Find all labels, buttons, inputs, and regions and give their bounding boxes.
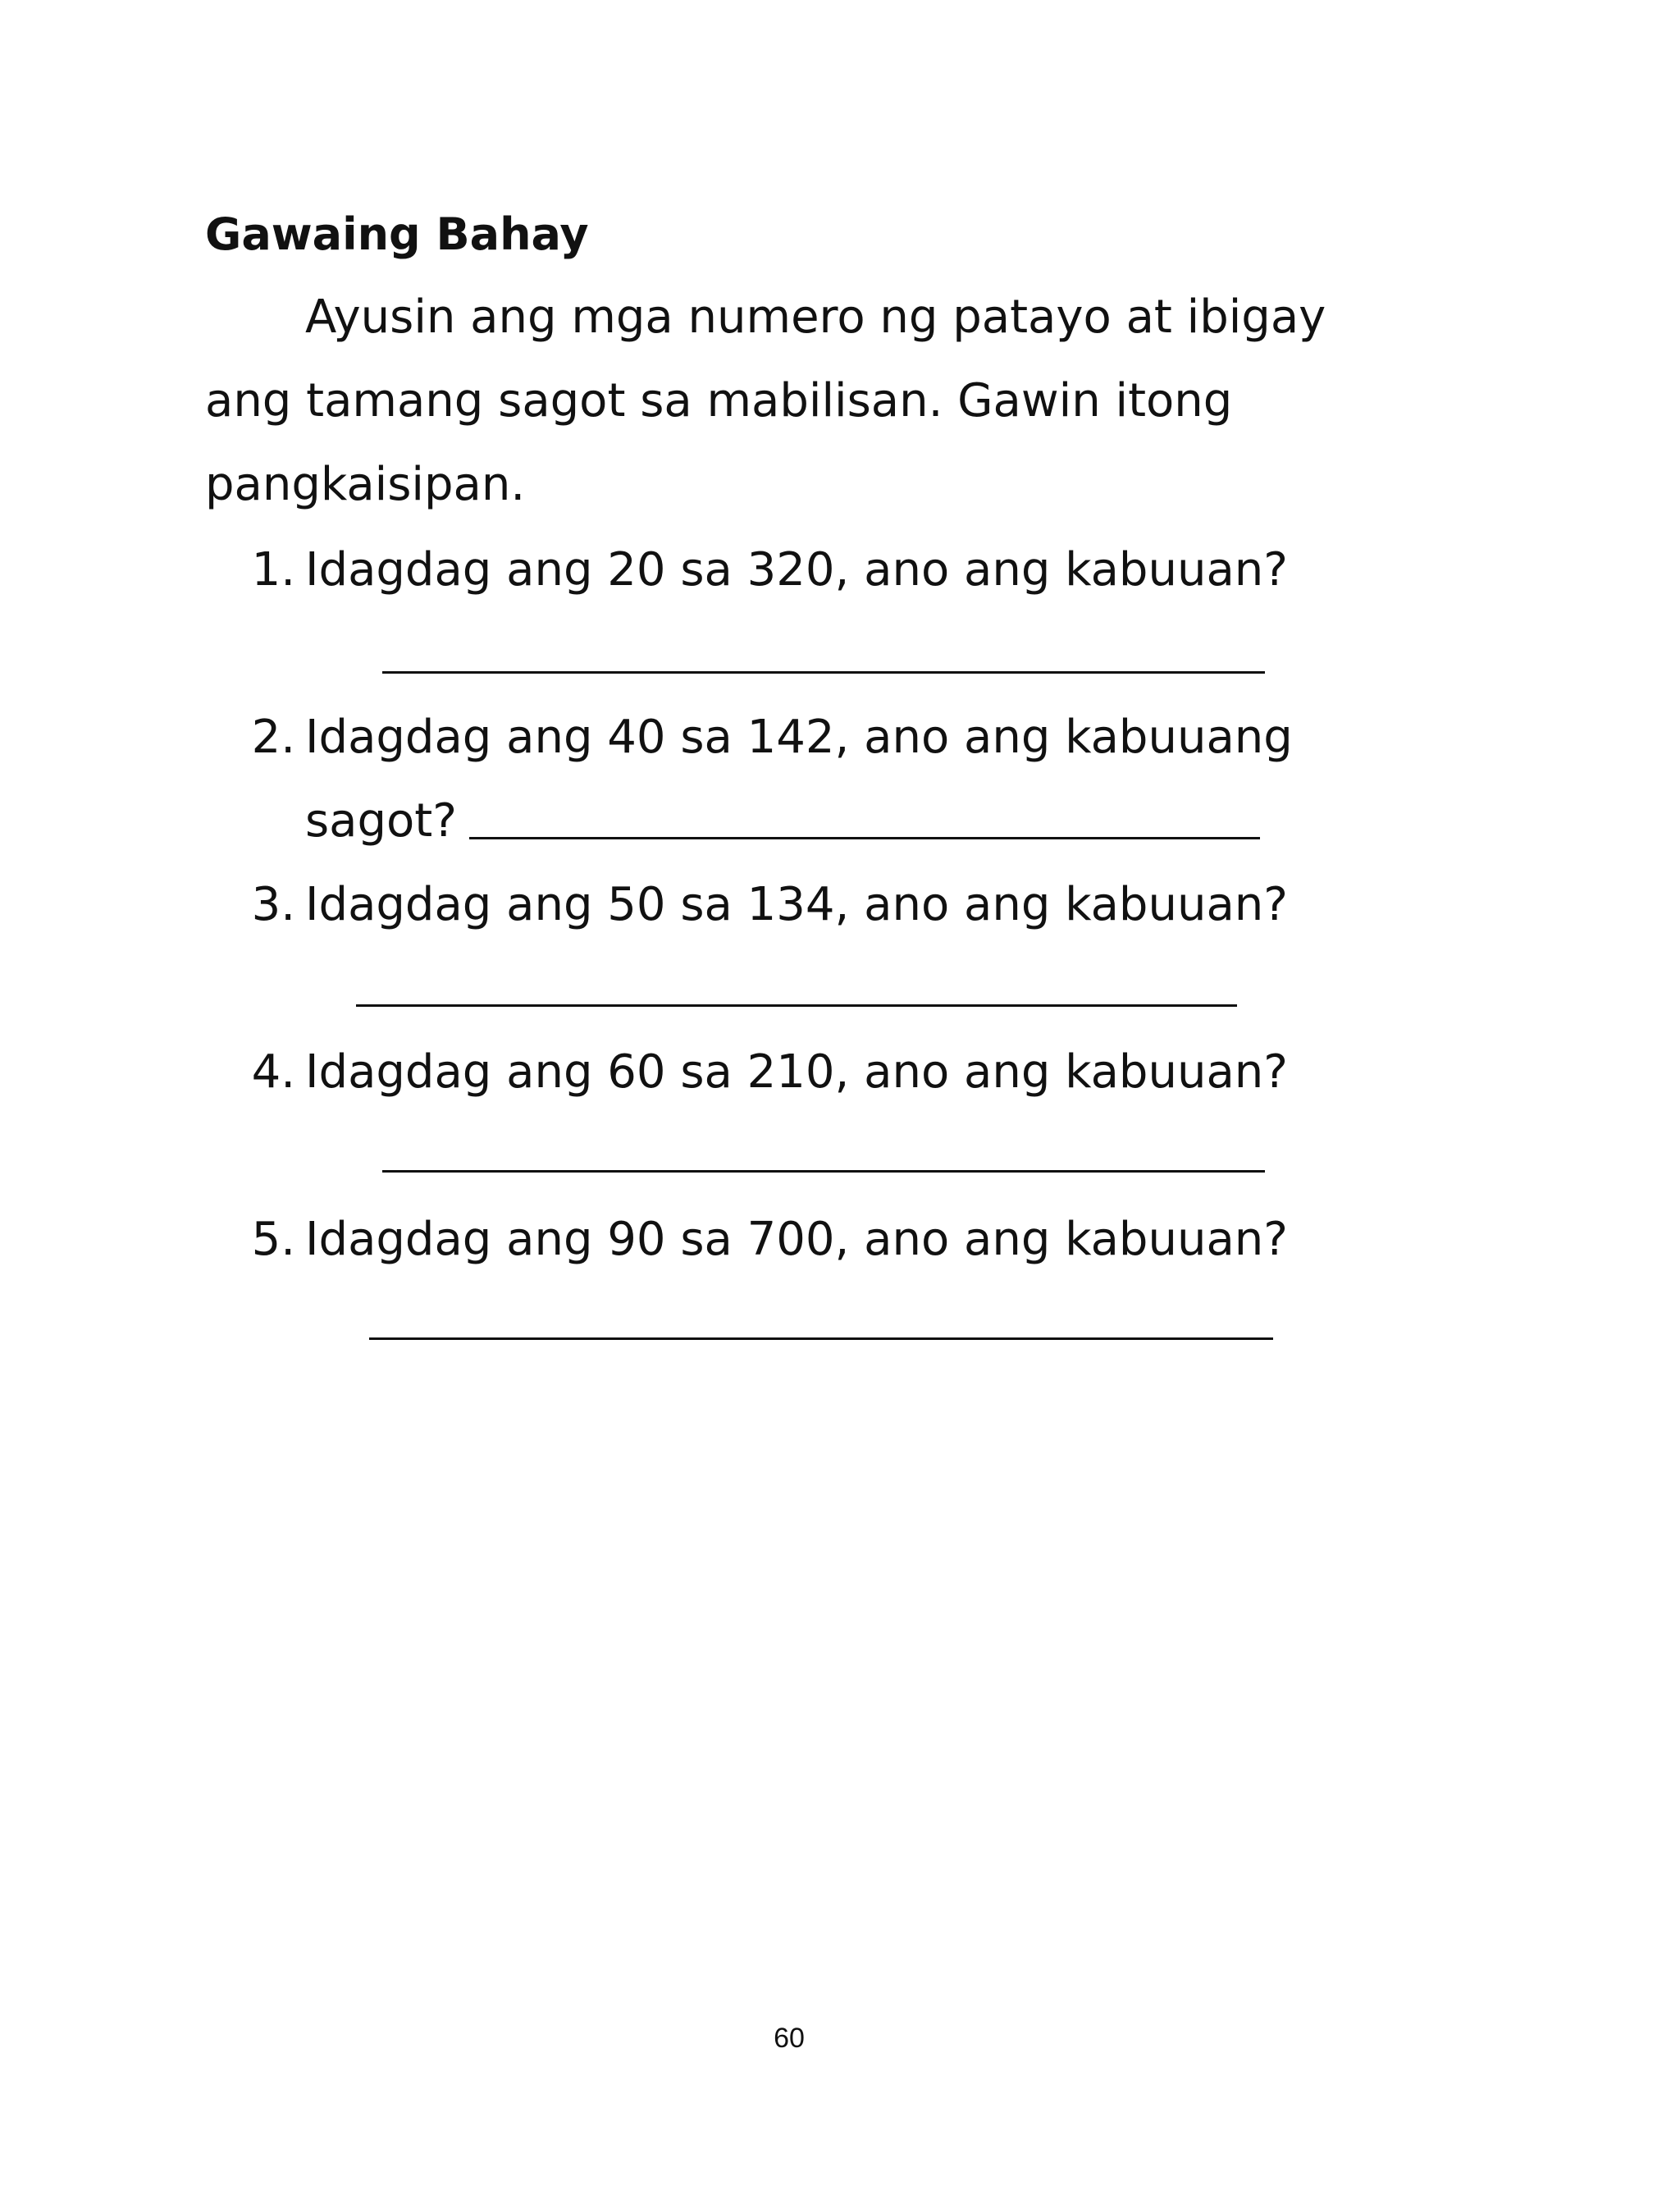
item-question: Idagdag ang 90 sa 700, ano ang kabuuan? (305, 1213, 1288, 1266)
item-question: Idagdag ang 20 sa 320, ano ang kabuuan? (305, 543, 1288, 597)
instruction-line-2: ang tamang sagot sa mabilisan. Gawin itong (205, 374, 1233, 427)
answer-line[interactable] (382, 671, 1265, 674)
section-heading: Gawaing Bahay (205, 208, 589, 260)
item-number: 2. (251, 711, 295, 764)
item-number: 5. (251, 1213, 295, 1266)
page-number: 60 (774, 2023, 805, 2054)
answer-line[interactable] (382, 1170, 1265, 1173)
answer-line[interactable] (469, 837, 1260, 839)
item-question: Idagdag ang 60 sa 210, ano ang kabuuan? (305, 1045, 1288, 1099)
instruction-line-1: Ayusin ang mga numero ng patayo at ibigay (305, 290, 1326, 344)
instruction-line-3: pangkaisipan. (205, 458, 526, 511)
item-number: 1. (251, 543, 295, 597)
item-question: Idagdag ang 50 sa 134, ano ang kabuuan? (305, 878, 1288, 931)
answer-line[interactable] (356, 1004, 1237, 1007)
answer-line[interactable] (369, 1337, 1273, 1340)
item-number: 3. (251, 878, 295, 931)
item-question-continuation: sagot? (305, 794, 457, 848)
item-question: Idagdag ang 40 sa 142, ano ang kabuuang (305, 711, 1293, 764)
item-number: 4. (251, 1045, 295, 1099)
